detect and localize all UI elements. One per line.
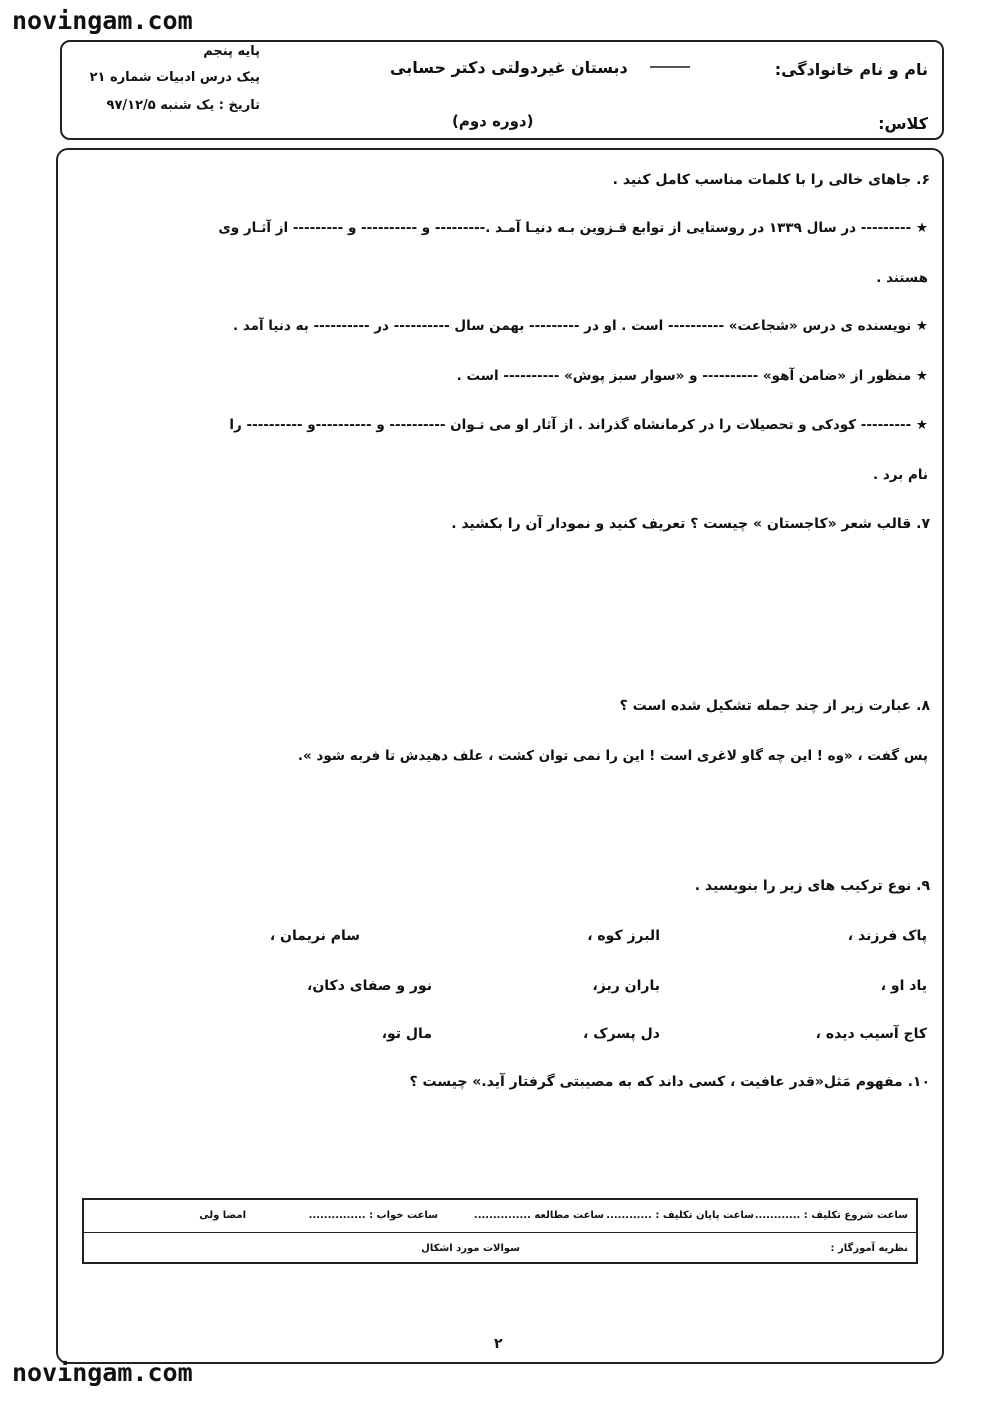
q6-line1-end: هستند . [876,270,928,286]
header-dash [650,66,690,68]
teacher-comment: نظریه آموزگار : [830,1243,908,1254]
q9-item: پاک فرزند ، [847,928,927,944]
q6-line4-end: نام برد . [873,467,928,483]
period-label: (دوره دوم) [452,112,534,130]
watermark-top: novingam.com [12,6,193,35]
date-label: تاریخ : یک شنبه ۹۷/۱۲/۵ [106,98,260,113]
q9-item: دل پسرک ، [583,1026,660,1042]
problem-questions: سوالات مورد اشکال [421,1243,520,1254]
end-time: ساعت پایان تکلیف : ............ [606,1210,754,1221]
footer-divider [84,1232,916,1233]
parent-signature: امضا ولی [199,1210,246,1221]
q9-item: مال تو، [381,1026,432,1042]
q6-line4: ★ --------- کودکی و تحصیلات را در کرمانشاه گذراند . از آثار او می تـوان ---------- و ----------و ---------- را [229,417,928,433]
q9-title: ۹. نوع ترکیب های زیر را بنویسید . [694,878,930,894]
q9-item: یاد او ، [880,978,927,994]
footer-table [82,1198,918,1264]
q9-item: نور و صفای دکان، [307,978,432,994]
q6-line1: ★ --------- در سال ۱۳۳۹ در روستایی از توابع قـزوین بـه دنیـا آمـد .--------- و ---------- و --------- از آثـار وی [218,220,928,236]
q7-title: ۷. قالب شعر «کاجستان » چیست ؟ تعریف کنید و نمودار آن را بکشید . [451,516,930,532]
grade-label: پایه پنجم [203,44,260,59]
start-time: ساعت شروع تکلیف : ............ [754,1210,908,1221]
q6-title: ۶. جاهای خالی را با کلمات مناسب کامل کنید . [612,172,930,188]
q9-item: باران ریز، [592,978,660,994]
school-name: دبستان غیردولتی دکتر حسابی [390,58,628,77]
name-label: نام و نام خانوادگی: [774,60,928,79]
page-number: ۲ [494,1336,503,1352]
class-label: کلاس: [878,114,928,133]
q6-line3: ★ منظور از «ضامن آهو» ---------- و «سوار سبز پوش» ---------- است . [456,368,928,384]
q9-item: سام نریمان ، [269,928,360,944]
q9-item: البرز کوه ، [587,928,660,944]
q9-item: کاج آسیب دیده ، [815,1026,927,1042]
q8-quote: پس گفت ، «وه ! این چه گاو لاغری است ! این را نمی توان کشت ، علف دهیدش تا فربه شود ». [297,748,928,764]
q8-title: ۸. عبارت زیر از چند جمله تشکیل شده است ؟ [619,698,930,714]
q6-line2: ★ نویسنده ی درس «شجاعت» ---------- است . او در --------- بهمن سال ---------- در ---------- به دنیا آمد . [233,318,928,334]
q10-title: ۱۰. مفهوم مَثل«قدر عافیت ، کسی داند که به مصیبتی گرفتار آید.» چیست ؟ [409,1074,930,1090]
pack-label: پیک درس ادبیات شماره ۲۱ [89,70,260,85]
sleep-time: ساعت خواب : ............... [308,1210,438,1221]
watermark-bottom: novingam.com [12,1358,193,1387]
study-time: ساعت مطالعه ............... [473,1210,604,1221]
